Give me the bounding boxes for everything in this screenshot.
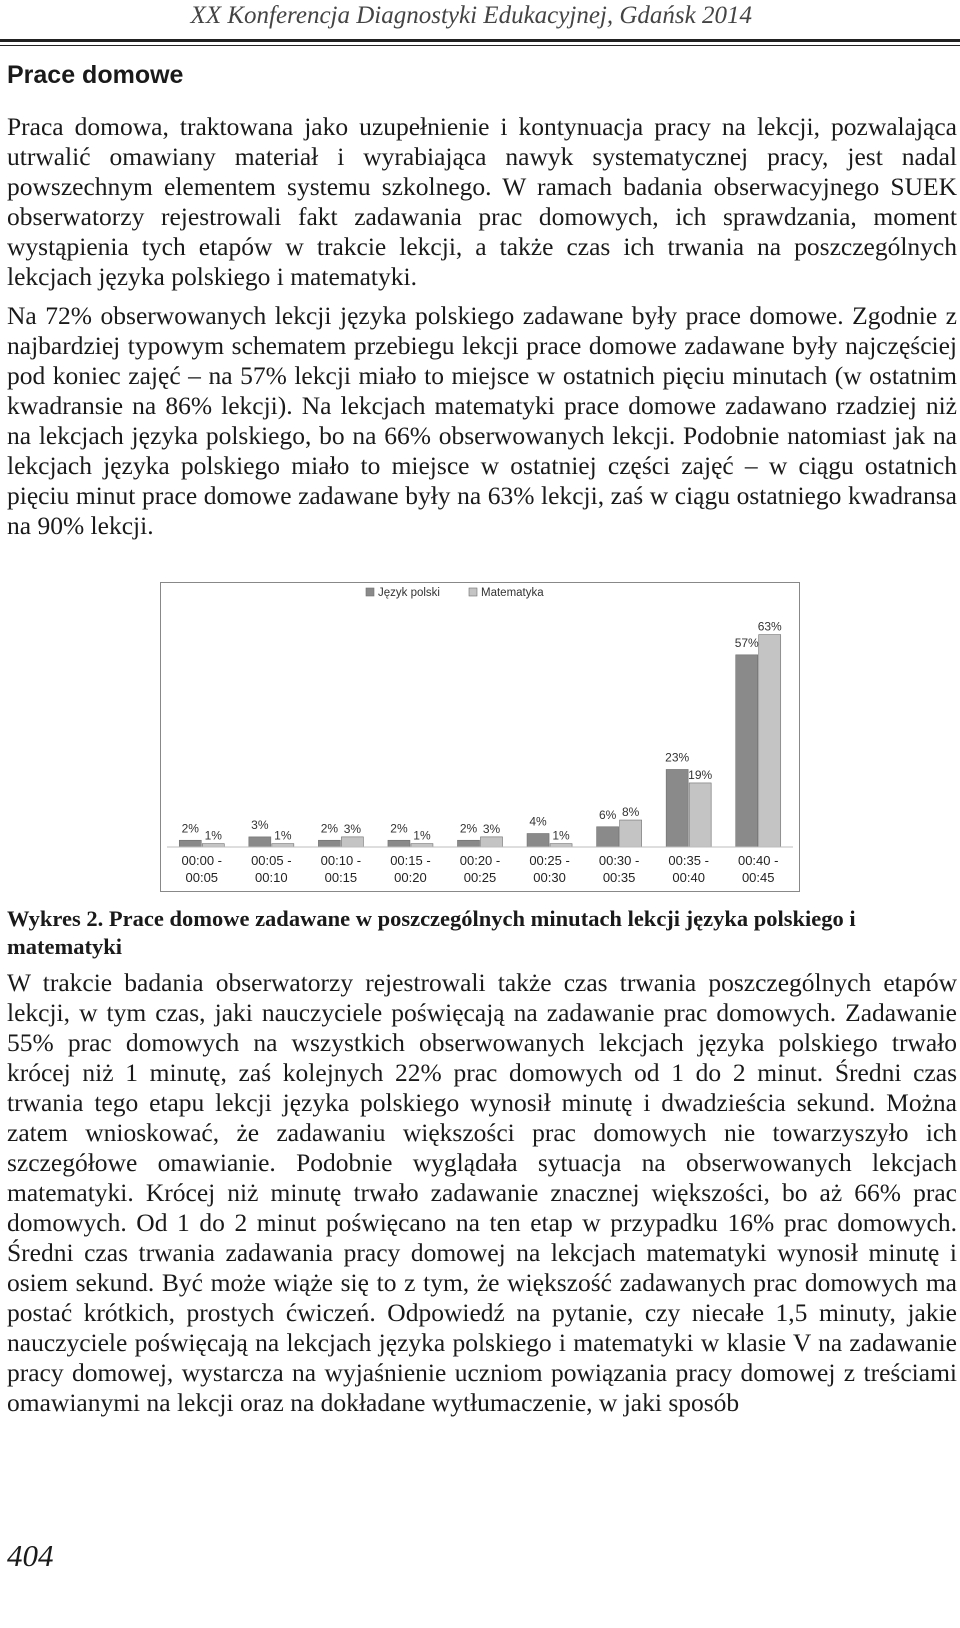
data-label: 8% xyxy=(621,805,640,820)
bar-matematyka xyxy=(689,783,711,847)
bar-jezyk-polski xyxy=(736,655,758,847)
x-tick-label: 00:25 xyxy=(463,870,497,885)
bar-matematyka xyxy=(341,837,363,847)
legend-label: Matematyka xyxy=(481,587,544,599)
data-label: 2% xyxy=(320,821,339,836)
bar-jezyk-polski xyxy=(388,840,410,847)
x-tick-label: 00:15 xyxy=(324,870,358,885)
bar-matematyka xyxy=(411,844,433,847)
bar-jezyk-polski xyxy=(458,840,480,847)
data-label: 57% xyxy=(734,635,759,650)
x-tick-label: 00:20 - xyxy=(459,853,501,868)
legend-label: Język polski xyxy=(378,587,440,599)
chart xyxy=(160,582,800,892)
data-label: 2% xyxy=(181,821,199,836)
data-label: 2% xyxy=(390,821,408,836)
header-rule-thick xyxy=(0,39,960,42)
chart-legend xyxy=(366,587,544,599)
bar-jezyk-polski xyxy=(527,834,549,847)
data-label: 1% xyxy=(552,828,570,843)
x-tick-label: 00:35 xyxy=(602,870,636,885)
data-label: 19% xyxy=(688,767,713,782)
x-tick-label: 00:10 - xyxy=(320,853,362,868)
data-label: 2% xyxy=(459,821,478,836)
x-tick-label: 00:05 xyxy=(185,870,219,885)
paragraph-1: Praca domowa, traktowana jako uzupełnienie i kontynuacja pracy na lekcji, pozwalająca utrwalić omawiany materiał i wyrabiająca nawyk systematycznej pracy, jest nadal powszechnym elementem systemu szkolnego. W ramach badania obserwacyjnego SUEK obserwatorzy rejestrowali fakt zadawania prac domowych, ich sprawdzania, moment wystąpienia tych etapów w trakcie lekcji, a także czas ich trwania na poszczególnych lekcjach języka polskiego i matematyki. xyxy=(7,112,957,291)
x-tick-label: 00:00 - xyxy=(181,853,223,868)
data-label: 63% xyxy=(757,619,782,634)
bar-matematyka xyxy=(550,844,572,847)
x-tick-label: 00:40 - xyxy=(737,853,779,868)
x-tick-label: 00:05 - xyxy=(251,853,292,868)
x-tick-label: 00:20 xyxy=(394,870,427,885)
data-label: 1% xyxy=(274,828,292,843)
bar-matematyka xyxy=(481,837,503,847)
x-tick-label: 00:30 xyxy=(533,870,566,885)
running-header: XX Konferencja Diagnostyki Edukacyjnej, Gdańsk 2014 xyxy=(190,2,752,29)
bar-matematyka xyxy=(272,844,294,847)
bar-jezyk-polski xyxy=(179,840,201,847)
header-rule-thin xyxy=(0,45,960,46)
bar-jezyk-polski xyxy=(666,769,688,847)
paragraph-3: W trakcie badania obserwatorzy rejestrowali także czas trwania poszczególnych etapów lekcji, w tym czas, jaki nauczyciele poświęcają na zadawanie prac domowych. Zadawanie 55% prac domowych na wszystkich obserwowanych lekcjach języka polskiego trwało krócej niż 1 minutę, zaś kolejnych 22% prac domowych od 1 do 2 minut. Średni czas trwania tego etapu lekcji języka polskiego wynosił minutę i dwadzieścia sekund. Można zatem wnioskować, że zadawaniu większości prac domowych nie towarzyszyło ich szczegółowe omawianie. Podobnie wyglądała sytuacja na obserwowanych lekcjach matematyki. Krócej niż minutę trwało zadawanie znacznej większości, bo aż 66% prac domowych. Od 1 do 2 minut poświęcano na ten etap w przypadku 16% prac domowych. Średni czas trwania zadawania pracy domowej na lekcjach matematyki wynosił minutę i osiem sekund. Być może wiąże się to z tym, że większość zadawanych prac domowych ma postać krótkich, prostych ćwiczeń. Odpowiedź na pytanie, czy niecałe 1,5 minuty, jakie nauczyciele poświęcają na lekcjach języka polskiego i matematyki w klasie V na zadawanie pracy domowej, wystarcza na wyjaśnienie uczniom powiązania pracy domowej z treściami omawianymi na lekcji oraz na dokładane wytłumaczenie, w jaki sposób xyxy=(7,968,957,1417)
chart-x-tick-labels xyxy=(182,853,779,885)
bar-jezyk-polski xyxy=(597,827,619,847)
legend-swatch xyxy=(366,588,374,596)
data-label: 3% xyxy=(343,821,362,836)
figure-caption: Wykres 2. Prace domowe zadawane w poszczególnych minutach lekcji języka polskiego i matematyki xyxy=(7,906,856,959)
bar-jezyk-polski xyxy=(318,840,340,847)
bar-matematyka xyxy=(620,820,642,847)
chart-bars xyxy=(179,620,782,847)
x-tick-label: 00:35 - xyxy=(668,853,709,868)
paragraph-2: Na 72% obserwowanych lekcji języka polskiego zadawane były prace domowe. Zgodnie z najbardziej typowym schematem przebiegu lekcji prace domowe zadawane były najczęściej pod koniec zajęć – na 57% lekcji miało to miejsce w ostatnich pięciu minutach (w ostatnim kwadransie na 86% lekcji). Na lekcjach matematyki prace domowe zadawano rzadziej niż na lekcjach języka polskiego, bo na 66% obserwowanych lekcji. Podobnie natomiast jak na lekcjach języka polskiego miało to miejsce w ostatniej części zajęć – w ciągu ostatnich pięciu minut prace domowe zadawane były na 63% lekcji, zaś w ciągu ostatniego kwadransa na 90% lekcji. xyxy=(7,301,957,540)
data-label: 4% xyxy=(529,814,547,829)
data-label: 1% xyxy=(204,828,222,843)
bar-matematyka xyxy=(202,844,224,847)
data-label: 3% xyxy=(482,821,501,836)
page-number: 404 xyxy=(7,1538,54,1573)
x-tick-label: 00:45 xyxy=(741,870,775,885)
bar-matematyka xyxy=(759,635,781,847)
bar-jezyk-polski xyxy=(249,837,271,847)
data-label: 23% xyxy=(665,750,690,765)
x-tick-label: 00:30 - xyxy=(598,853,640,868)
data-label: 6% xyxy=(598,807,617,822)
x-tick-label: 00:15 - xyxy=(390,853,431,868)
data-label: 3% xyxy=(251,817,269,832)
data-label: 1% xyxy=(413,828,431,843)
x-tick-label: 00:40 xyxy=(672,870,705,885)
bar-chart-svg xyxy=(161,583,799,891)
legend-swatch xyxy=(469,588,477,596)
section-title: Prace domowe xyxy=(7,61,184,89)
x-tick-label: 00:10 xyxy=(255,870,288,885)
x-tick-label: 00:25 - xyxy=(529,853,570,868)
